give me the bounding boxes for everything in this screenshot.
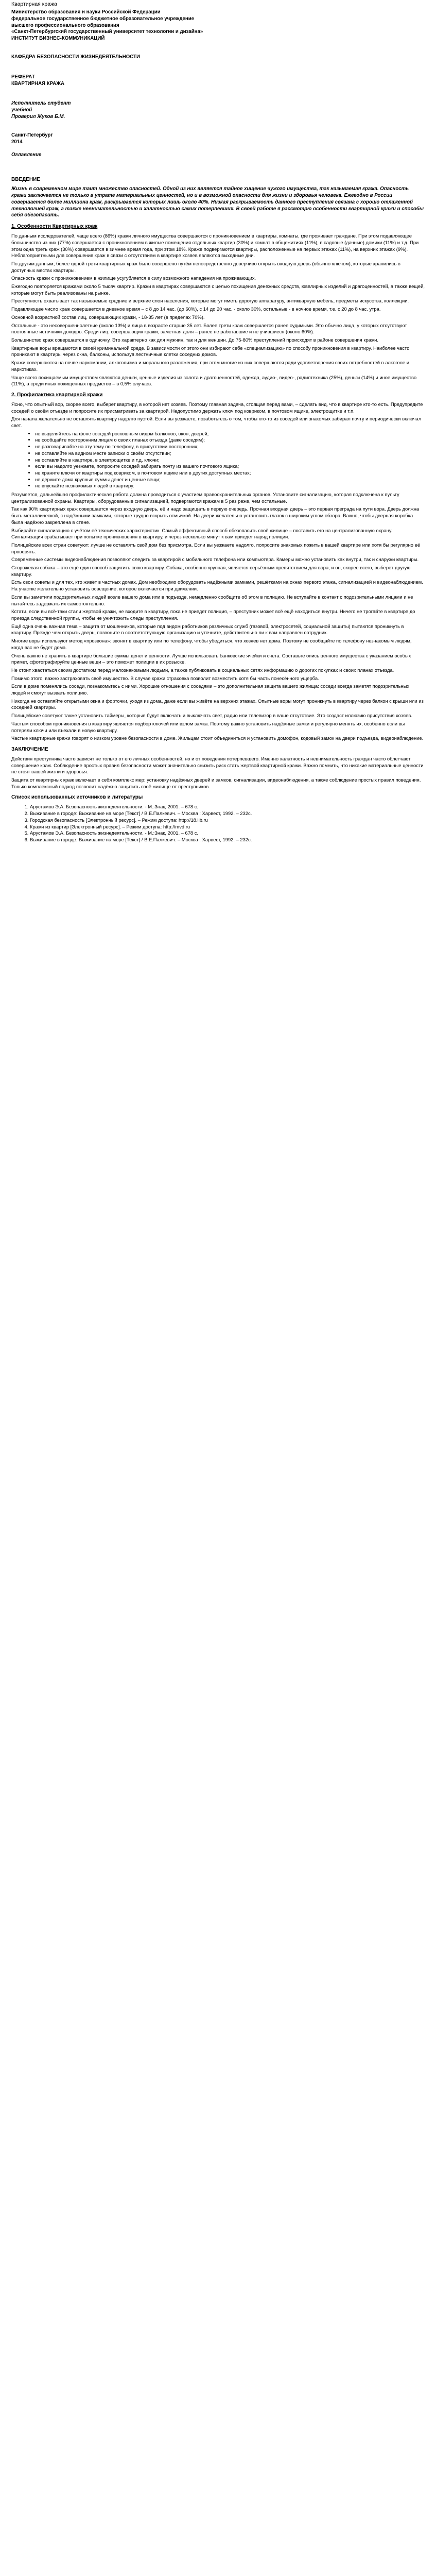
intro-heading: ВВЕДЕНИЕ bbox=[11, 177, 40, 183]
section2-intro bbox=[11, 401, 425, 429]
list-item: • если вы надолго уезжаете, попросите соседей забирать почту из вашего почтового ящика; bbox=[35, 463, 425, 470]
paragraph: Для начала желательно не оставлять квартиру надолго пустой. Если вы уезжаете, позаботьтесь о том, чтобы кто-то из соседей или знакомых забирал почту и периодически включал свет. bbox=[11, 416, 422, 429]
paragraph: Действия преступника часто зависят не только от его личных особенностей, но и от поведения потерпевшего. Именно халатность и невнимательность граждан часто облегчают совершение краж. Соблюдение простых правил безопасности может значительно снизить риск стать жертвой квартирной кражи. Важно помнить, что никакие материальные ценности не стоят вашей жизни и здоровья. bbox=[11, 755, 424, 775]
paragraph: Опасность кражи с проникновением в жилище усугубляется в силу возможного нападения на проживающих. bbox=[11, 275, 256, 281]
paragraph: Квартирные воры вращаются в своей криминальной среде. В зависимости от этого они избирают себе «специализацию» по способу проникновения в квартиру. Наиболее часто проникают в квартиры через окна, балконы, используя лестничные клетки соседних домов. bbox=[11, 345, 410, 358]
paragraph: Если вы заметили подозрительных людей возле вашего дома или в подъезде, немедленно сообщите об этом в полицию. Не вступайте в контакт с подозрительными лицами и не пытайтесь задержать их самостоятельно. bbox=[11, 594, 413, 606]
section1-heading: 1. Особенности Квартирных краж bbox=[11, 224, 98, 230]
paragraph: Преступность охватывает так называемые средние и верхние слои населения, которые могут иметь дорогую аппаратуру, антикварную мебель, предметы искусства, коллекции. bbox=[11, 298, 409, 304]
paragraph: Многие воры используют метод «прозвона»: звонят в квартиру или по телефону, чтобы убедиться, что хозяев нет дома. Поэтому не сообщайте по телефону незнакомым людям, когда вас не будет дома. bbox=[11, 638, 412, 650]
header-line: высшего профессионального образования bbox=[11, 22, 119, 28]
paragraph: Сторожевая собака – это ещё один способ защитить свою квартиру. Собака, особенно крупная, является серьёзным препятствием для вора, и он, скорее всего, выберет другую квартиру. bbox=[11, 565, 411, 577]
section1-body bbox=[11, 233, 425, 387]
paragraph: По другим данным, более одной трети квартирных краж было совершено путём непосредственно доверчиво открыть входную дверь (обычно ключом), которые хранились в доступных местах квартиры. bbox=[11, 260, 400, 273]
header-line: ИНСТИТУТ БИЗНЕС-КОММУНИКАЦИЙ bbox=[11, 36, 105, 42]
list-item: • не оставляйте на видном месте записки о своём отсутствии; bbox=[35, 450, 425, 457]
authors bbox=[11, 100, 425, 120]
conclusion-body bbox=[11, 756, 425, 790]
author-line: Проверил Жуков Б.М. bbox=[11, 113, 65, 120]
spacer bbox=[11, 61, 425, 74]
paragraph: Ещё одна очень важная тема – защита от мошенников, которые под видом работников различных служб (газовой, электросетей, социальной защиты) пытаются проникнуть в квартиру. Прежде чем открыть дверь, позвоните в соответствующую организацию и уточните, действительно ли к вам направлен сотрудник. bbox=[11, 623, 404, 636]
paragraph: Ясно, что опытный вор, скорее всего, выберет квартиру, в которой нет хозяев. Поэтому главная задача, стоящая перед вами, – сделать вид, что в квартире кто-то есть. Предупредите соседей о своём отъезде и попросите их присматривать за квартирой. Недопустимо держать ключ под ковриком, в почтовом ящике, электрощитке и т.п. bbox=[11, 401, 423, 414]
advice-list bbox=[11, 431, 425, 489]
list-item: • не сообщайте посторонним лицам о своих планах отъезда (даже соседям); bbox=[35, 437, 425, 444]
paragraph: Разумеется, дальнейшая профилактическая работа должна проводиться с участием правоохранительных органов. Установите сигнализацию, которая подключена к пульту централизованной охраны. Квартиры, оборудованные сигнализацией, подвергаются кражам в 5 раз реже, чем остальные. bbox=[11, 492, 399, 504]
references-heading: Список использованных источников и литературы bbox=[11, 794, 143, 801]
list-item: • не держите дома крупные суммы денег и ценные вещи; bbox=[35, 477, 425, 483]
reference-item: 4. Кражи из квартир [Электронный ресурс]. – Режим доступа: http://mvd.ru bbox=[30, 824, 425, 831]
paragraph: Современные системы видеонаблюдения позволяют следить за квартирой с мобильного телефона или компьютера. Камеры можно установить как внутри, так и снаружи квартиры. bbox=[11, 556, 419, 563]
list-item: • не оставляйте в квартире, в электрощитке и т.д. ключи; bbox=[35, 457, 425, 464]
work-topic: КВАРТИРНАЯ КРАЖА bbox=[11, 80, 65, 87]
intro-text: Жизнь в современном мире таит множество опасностей. Одной из них является тайное хищение чужого имущества, так называемая кража. Опасность кражи заключается не только в утрате материальных ценностей, но и в возможной опасности для жизни и здоровья человека. Ежегодно в России совершается более миллиона краж, раскрывается которых лишь около 40%. Низкая раскрываемость данного преступления связана с хорошо отлаженной технологией краж, а также невнимательностью и халатностью самих потерпевших. В своей работе я рассмотрю особенности квартирной кражи и способы себя обезопасить. bbox=[11, 186, 424, 218]
paragraph: Частым способом проникновения в квартиру является подбор ключей или взлом замка. Поэтому важно установить надёжные замки и регулярно менять их, особенно если вы потеряли ключи или въехали в новую квартиру. bbox=[11, 720, 405, 733]
author-line: учебной bbox=[11, 107, 32, 113]
list-item: • не храните ключи от квартиры под ковриком, в почтовом ящике или в других доступных местах; bbox=[35, 470, 425, 477]
paragraph: Полицейские всех стран советуют: лучше не оставлять свой дом без присмотра. Если вы уезжаете надолго, попросите знакомых пожить в вашей квартире или хотя бы регулярно её проверять. bbox=[11, 541, 421, 554]
page-title: Квартирная кража bbox=[11, 1, 57, 7]
spacer bbox=[11, 145, 425, 152]
paragraph: Если в доме поменялись соседи, познакомьтесь с ними. Хорошие отношения с соседями – это дополнительная защита вашего жилища: соседи всегда заметят подозрительных людей и смогут вызвать полицию. bbox=[11, 683, 410, 696]
spacer bbox=[11, 47, 425, 54]
paragraph: Подавляющее число краж совершается в дневное время – с 8 до 14 час. (до 60%), с 14 до 20 час. - около 30%, остальные - в ночное время, т.е. с 20 до 8 час. утра. bbox=[11, 306, 381, 312]
references-list bbox=[11, 804, 425, 843]
paragraph: Кстати, если вы всё-таки стали жертвой кражи, не входите в квартиру, пока не приедет полиция, – преступник может всё ещё находиться внутри. Ничего не трогайте в квартире до приезда следственной группы, чтобы не уничтожить следы преступления. bbox=[11, 608, 415, 621]
paragraph: Большинство краж совершается в одиночку. Это характерно как для мужчин, так и для женщин. До 75-80% преступлений происходят в районе совершения кражи. bbox=[11, 336, 378, 343]
department-name: КАФЕДРА БЕЗОПАСНОСТИ ЖИЗНЕДЕЯТЕЛЬНОСТИ bbox=[11, 54, 140, 60]
list-item: • не впускайте незнакомых людей в квартиру. bbox=[35, 483, 425, 489]
reference-item: 2. Выживание в городе: Выживание на море [Текст] / В.Е.Палкевич. – Москва : Харвест, 1992. – 232с. bbox=[30, 810, 425, 817]
institution-header bbox=[11, 9, 425, 42]
author-line: Исполнитель студент bbox=[11, 100, 71, 107]
paragraph: Защита от квартирных краж включает в себя комплекс мер: установку надёжных дверей и замков, сигнализации, видеонаблюдения, а также соблюдение простых правил поведения. Только комплексный подход позволит надёжно защитить своё жилище от преступников. bbox=[11, 777, 421, 789]
paragraph: Выбирайте сигнализацию с учётом её технических характеристик. Самый эффективный способ обезопасить своё жилище – поставить его на централизованную охрану. Сигнализация срабатывает при попытке проникновения в квартиру, и через несколько минут к вам приедет наряд полиции. bbox=[11, 527, 393, 540]
paragraph: Остальные - это несовершеннолетние (около 13%) и лица в возрасте старше 35 лет. Более трети краж совершается ранее судимыми. Это обычно лица, у которых отсутствуют постоянные источники доходов. Среди лиц, совершающих кражи, заметная доля – ранее не работавшие и не учившиеся (около 60%). bbox=[11, 322, 407, 335]
spacer bbox=[11, 87, 425, 100]
paragraph: Частые квартирные кражи говорят о низком уровне безопасности в доме. Жильцам стоит объединиться и установить домофон, кодовый замок на двери подъезда, видеонаблюдение. bbox=[11, 735, 424, 741]
reference-item: 3. Городская безопасность [Электронный ресурс]. – Режим доступа: http://18.lib.ru bbox=[30, 817, 425, 824]
section2-body bbox=[11, 492, 425, 742]
spacer bbox=[11, 126, 425, 132]
reference-item: 5. Арустамов Э.А. Безопасность жизнедеятельности. - М.:Знак, 2001. – 678 с. bbox=[30, 830, 425, 837]
city: Санкт-Петербург bbox=[11, 132, 53, 138]
paragraph: Полицейские советуют также установить таймеры, которые будут включать и выключать свет, радио или телевизор в ваше отсутствие. Это создаст иллюзию присутствия хозяев. bbox=[11, 713, 412, 719]
paragraph: Очень важно не хранить в квартире большие суммы денег и ценности. Лучше использовать банковские ячейки и счета. Составьте опись ценного имущества с указанием особых примет, сфотографируйте ценные вещи – это поможет полиции в их розыске. bbox=[11, 652, 411, 665]
spacer bbox=[11, 159, 425, 172]
paragraph: Есть свои советы и для тех, кто живёт в частных домах. Дом необходимо оборудовать надёжными замками, решётками на окнах первого этажа, сигнализацией и видеонаблюдением. На участке желательно установить освещение, которое включается при движении. bbox=[11, 579, 423, 592]
toc-heading: Оглавление bbox=[11, 152, 42, 158]
document-page bbox=[0, 1, 436, 854]
section2-heading: 2. Профилактика квартирной кражи bbox=[11, 392, 103, 398]
header-line: федеральное государственное бюджетное образовательное учреждение bbox=[11, 15, 195, 22]
paragraph: Никогда не оставляйте открытыми окна и форточки, уходя из дома, даже если вы живёте на верхних этажах. Опытные воры могут проникнуть в квартиру через балкон с крыши или из соседней квартиры. bbox=[11, 698, 424, 710]
paragraph: Кражи совершаются на почве наркомании, алкоголизма и морального разложения, при этом многие из них совершаются ради удовлетворения своих потребностей в алкоголе и наркотиках. bbox=[11, 360, 410, 372]
paragraph: Помимо этого, важно застраховать своё имущество. В случае кражи страховка позволит возместить хотя бы часть понесённого ущерба. bbox=[11, 675, 319, 681]
header-line: Министерство образования и науки Российской Федерации bbox=[11, 9, 161, 15]
paragraph: По данным исследователей, чаще всего (86%) кражи личного имущества совершаются с проникновением в квартиры, комнаты, где проживает граждане. При этом подавляющее большинство из них (77%) совершается с проникновением в жилые помещения отдельных квартир (30%) и комнат в общежитиях (11%), в садовые (дачные) домики (11%) и т.д. При этом одна треть краж (30%) совершается в зимнее время года, при этом 18%. Краже подвергаются квартиры, расположенные на первых этажах (11%), на верхних этажах (9%). Неблагоприятными для совершения краж в связи с отсутствием в квартире хозяев являются выходные дни. bbox=[11, 233, 419, 259]
paragraph: Так как 90% квартирных краж совершается через входную дверь, её и надо защищать в первую очередь. Прочная входная дверь – это первая преграда на пути вора. Дверь должна быть металлической, с надёжными замками, которые трудно вскрыть отмычкой. На двери желательно установить глазок с широким углом обзора. Важно, чтобы дверная коробка была надёжно закреплена в стене. bbox=[11, 506, 420, 525]
paragraph: Основной возрастной состав лиц, совершающих кражи, - 18-35 лет (в пределах 70%). bbox=[11, 314, 205, 320]
header-line: «Санкт-Петербургский государственный университет технологии и дизайна» bbox=[11, 29, 203, 35]
work-type: РЕФЕРАТ bbox=[11, 74, 35, 80]
conclusion-heading: ЗАКЛЮЧЕНИЕ bbox=[11, 746, 48, 752]
list-item: • не выделяйтесь на фоне соседей роскошным видом балконов, окон, дверей; bbox=[35, 431, 425, 437]
paragraph: Не стоит хвастаться своим достатком перед малознакомыми людьми, а также публиковать в социальных сетях информацию о дорогих покупках и своих планах отъезда. bbox=[11, 667, 394, 673]
paragraph: Чаще всего похищаемым имуществом являются деньги, ценные изделия из золота и драгоценностей, одежда, аудио-, видео-, радиотехника (25%), деньги (14%) и иное имущество (11%), а среди иных похищенных предметов – в 0,5% случаев. bbox=[11, 374, 417, 387]
paragraph: Ежегодно повторяется кражами около 5 тысяч квартир. Кражи в квартирах совершаются с целью похищения денежных средств, ювелирных изделий и драгоценностей, а также вещей, которые могут быть реализованы на рынке. bbox=[11, 283, 425, 296]
year: 2014 bbox=[11, 139, 23, 145]
list-item: • не разговаривайте на эту тему по телефону, в присутствии посторонних; bbox=[35, 444, 425, 450]
reference-item: 1. Арустамов Э.А. Безопасность жизнедеятельности. - М.:Знак, 2001. – 678 с. bbox=[30, 804, 425, 810]
reference-item: 6. Выживание в городе: Выживание на море [Текст] / В.Е.Палкевич. – Москва : Харвест, 1992. – 232с. bbox=[30, 837, 425, 843]
